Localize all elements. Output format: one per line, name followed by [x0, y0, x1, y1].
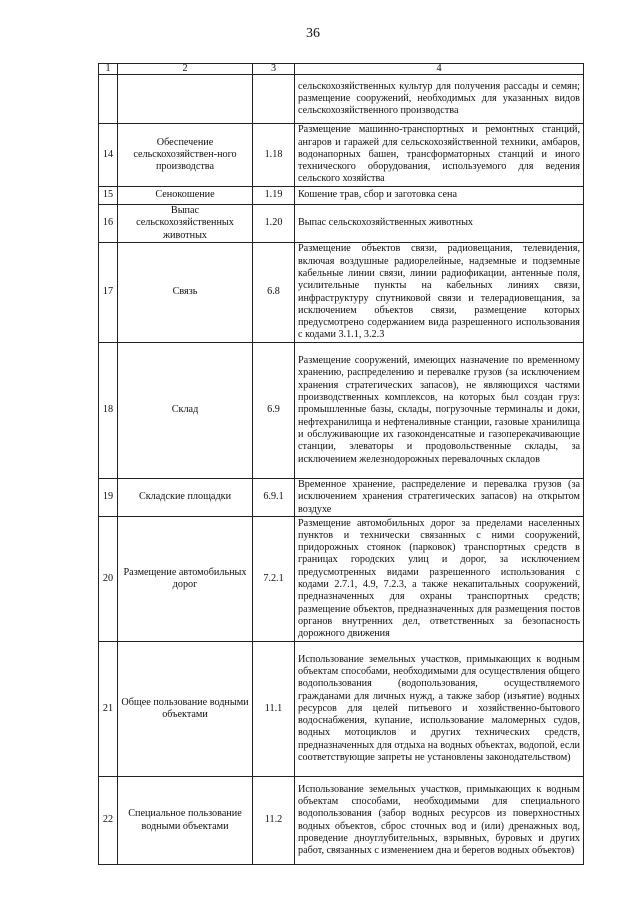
header-col-3: 3 [253, 64, 295, 75]
use-type-code: 1.20 [253, 205, 295, 243]
use-type-description: Размещение объектов связи, радиовещания, телевидения, включая воздушные радиорелейные, надземные и подземные кабельные линии связи, линии радиофикации, антенные поля, усилительные пункты на кабельных линиях связи, инфраструктуру спутниковой связи и телерадиовещания, за исключением объектов связи, размещение которых предусмотрено содержанием вида разрешенного использования с кодами 3.1.1, 3.2.3 [295, 243, 584, 343]
use-type-description: Размещение машинно-транспортных и ремонтных станций, ангаров и гаражей для сельскохозяйственной техники, амбаров, водонапорных башен, трансформаторных станций и иного технического оборудования, используемого для ведения сельского хозяйства [295, 124, 584, 187]
table-row [99, 517, 584, 642]
use-type-name: Склад [118, 343, 253, 479]
use-type-code: 7.2.1 [253, 517, 295, 642]
use-type-description: Использование земельных участков, примыкающих к водным объектам способами, необходимыми для специального водопользования (забор водных ресурсов из поверхностных водных объектов, сброс сточных вод и (или) дренажных вод, проведение дноуглубительных, взрывных, буровых и других работ, связанных с изменением дна и берегов водных объектов) [295, 777, 584, 865]
table-row [99, 187, 584, 205]
land-use-table [98, 63, 584, 865]
use-type-description: Временное хранение, распределение и перевалка грузов (за исключением хранения стратегических запасов) на открытом воздухе [295, 479, 584, 517]
use-type-name: Общее пользование водными объектами [118, 642, 253, 777]
row-number: 15 [99, 187, 118, 205]
use-type-code: 6.8 [253, 243, 295, 343]
use-type-description: сельскохозяйственных культур для получения рассады и семян; размещение сооружений, необходимых для указанных видов сельскохозяйственного производства [295, 75, 584, 124]
table-row [99, 479, 584, 517]
use-type-code: 6.9.1 [253, 479, 295, 517]
use-type-name: Специальное пользование водными объектами [118, 777, 253, 865]
use-type-description: Использование земельных участков, примыкающих к водным объектам способами, необходимыми для осуществления общего водопользования (водопользования, осуществляемого гражданами для личных нужд, а также забор (изъятие) водных ресурсов для целей питьевого и хозяйственно-бытового водоснабжения, купание, использование маломерных судов, водных мотоциклов и других технических средств, предназначенных для отдыха на водных объектах, водопой, если соответствующие запреты не установлены законодательством) [295, 642, 584, 777]
use-type-name: Размещение автомобильных дорог [118, 517, 253, 642]
page-number: 36 [306, 26, 320, 41]
row-number: 21 [99, 642, 118, 777]
use-type-name: Связь [118, 243, 253, 343]
table-row [99, 642, 584, 777]
table-row [99, 243, 584, 343]
use-type-description: Выпас сельскохозяйственных животных [295, 205, 584, 243]
table-row [99, 777, 584, 865]
row-number: 14 [99, 124, 118, 187]
use-type-code: 11.2 [253, 777, 295, 865]
use-type-code: 6.9 [253, 343, 295, 479]
use-type-description: Кошение трав, сбор и заготовка сена [295, 187, 584, 205]
use-type-name: Выпас сельскохозяйственных животных [118, 205, 253, 243]
header-col-2: 2 [118, 64, 253, 75]
table-row [99, 205, 584, 243]
use-type-code: 1.19 [253, 187, 295, 205]
row-number: 17 [99, 243, 118, 343]
use-type-code [253, 75, 295, 124]
table-row [99, 124, 584, 187]
use-type-description: Размещение автомобильных дорог за пределами населенных пунктов и технически связанных с ними сооружений, придорожных стоянок (парковок) транспортных средств в границах городских улиц и дорог, за исключением предусмотренных видами разрешенного использования с кодами 2.7.1, 4.9, 7.2.3, а также некапитальных сооружений, предназначенных для охраны транспортных средств; размещение объектов, предназначенных для размещения постов органов внутренних дел, ответственных за безопасность дорожного движения [295, 517, 584, 642]
row-number: 20 [99, 517, 118, 642]
use-type-code: 11.1 [253, 642, 295, 777]
row-number: 18 [99, 343, 118, 479]
header-col-4: 4 [295, 64, 584, 75]
use-type-name: Сенокошение [118, 187, 253, 205]
use-type-code: 1.18 [253, 124, 295, 187]
table-row [99, 75, 584, 124]
use-type-name: Складские площадки [118, 479, 253, 517]
row-number [99, 75, 118, 124]
row-number: 16 [99, 205, 118, 243]
use-type-name [118, 75, 253, 124]
table-row [99, 343, 584, 479]
use-type-name: Обеспечение сельскохозяйствен-ного производства [118, 124, 253, 187]
header-row [99, 64, 584, 75]
use-type-description: Размещение сооружений, имеющих назначение по временному хранению, распределению и перевалке грузов (за исключением хранения стратегических запасов), не являющихся частями производственных комплексов, на которых был создан груз: промышленные базы, склады, погрузочные терминалы и доки, нефтехранилища и нефтеналивные станции, газовые хранилища и обслуживающие их газоконденсатные и газоперекачивающие станции, элеваторы и продовольственные склады, за исключением железнодорожных перевалочных складов [295, 343, 584, 479]
row-number: 19 [99, 479, 118, 517]
header-col-1: 1 [99, 64, 118, 75]
row-number: 22 [99, 777, 118, 865]
